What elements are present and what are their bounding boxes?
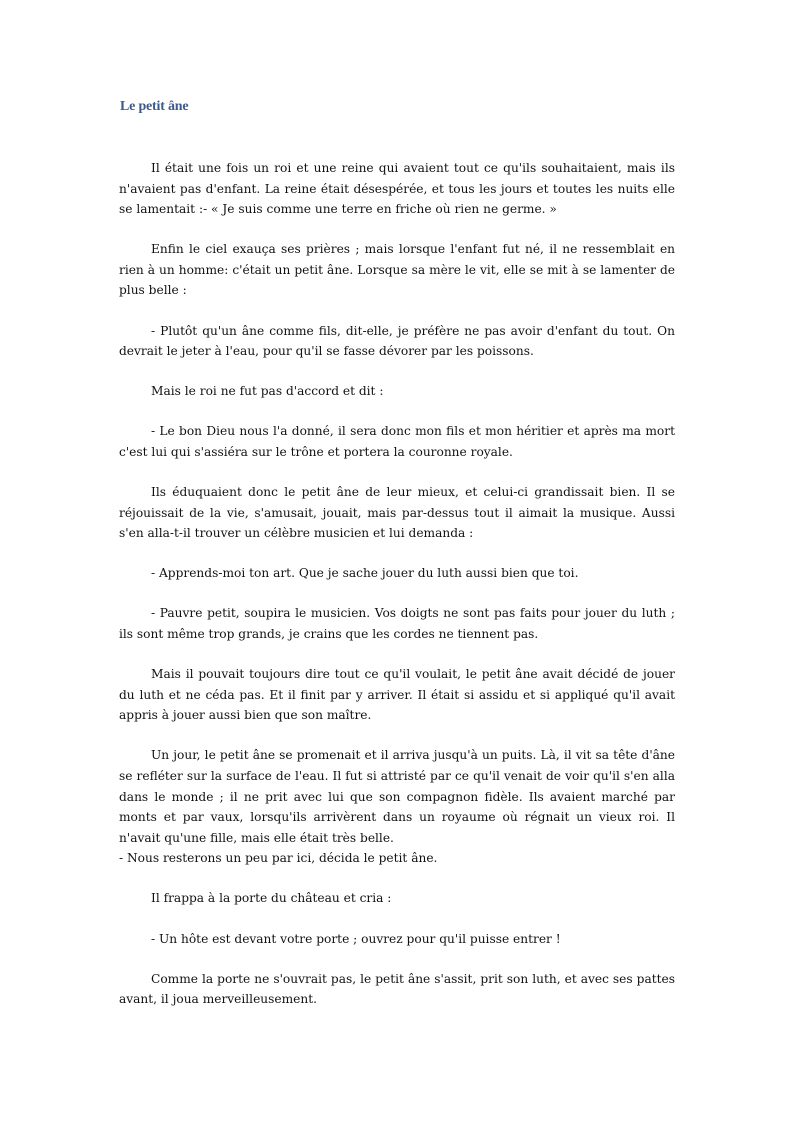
document-title: Le petit âne — [120, 99, 189, 114]
paragraph: Un jour, le petit âne se promenait et il arriva jusqu'à un puits. Là, il vit sa tête d'âne se refléter sur la surface de l'eau. Il fut si attristé par ce qu'il venait de voir qu'il s'en alla dans le monde ; il ne prit avec lui que son compagnon fidèle. Ils avaient marché par monts et par vaux, lorsqu'ils arrivèrent dans un royaume où régnait un vieux roi. Il n'avait qu'une fille, mais elle était très belle. — [119, 748, 675, 845]
paragraph: Il frappa à la porte du château et cria : — [151, 891, 392, 906]
paragraph: - Plutôt qu'un âne comme fils, dit-elle, je préfère ne pas avoir d'enfant du tout. On devrait le jeter à l'eau, pour qu'il se fasse dévorer par les poissons. — [119, 323, 675, 359]
paragraph: Ils éduquaient donc le petit âne de leur mieux, et celui-ci grandissait bien. Il se réjouissait de la vie, s'amusait, jouait, mais par-dessus tout il aimait la musique. Aussi s'en alla-t-il trouver un célèbre musicien et lui demanda : — [119, 485, 675, 541]
paragraph: Enfin le ciel exauça ses prières ; mais lorsque l'enfant fut né, il ne ressemblait en rien à un homme: c'était un petit âne. Lorsque sa mère le vit, elle se mit à se lamenter de plus belle : — [119, 242, 675, 298]
paragraph: - Apprends-moi ton art. Que je sache jouer du luth aussi bien que toi. — [151, 566, 579, 581]
paragraph: Mais le roi ne fut pas d'accord et dit : — [151, 384, 384, 399]
paragraph: - Un hôte est devant votre porte ; ouvrez pour qu'il puisse entrer ! — [151, 931, 561, 946]
paragraph: - Le bon Dieu nous l'a donné, il sera donc mon fils et mon héritier et après ma mort c'est lui qui s'assiéra sur le trône et portera la couronne royale. — [119, 424, 675, 459]
document-body — [119, 158, 675, 1029]
paragraph: - Pauvre petit, soupira le musicien. Vos doigts ne sont pas faits pour jouer du luth ; ils sont même trop grands, je crains que les cordes ne tiennent pas. — [119, 606, 675, 641]
paragraph: Mais il pouvait toujours dire tout ce qu'il voulait, le petit âne avait décidé de jouer du luth et ne céda pas. Et il finit par y arriver. Il était si assidu et si appliqué qu'il avait appris à jouer aussi bien que son maître. — [119, 667, 675, 723]
paragraph: Comme la porte ne s'ouvrait pas, le petit âne s'assit, prit son luth, et avec ses pattes avant, il joua merveilleusement. — [119, 971, 675, 1007]
paragraph: - Nous resterons un peu par ici, décida le petit âne. — [119, 851, 438, 866]
paragraph: Il était une fois un roi et une reine qui avaient tout ce qu'ils souhaitaient, mais ils n'avaient pas d'enfant. La reine était désespérée, et tous les jours et toutes les nuits elle se lamentait :- « Je suis comme une terre en friche où rien ne germe. » — [119, 161, 675, 217]
